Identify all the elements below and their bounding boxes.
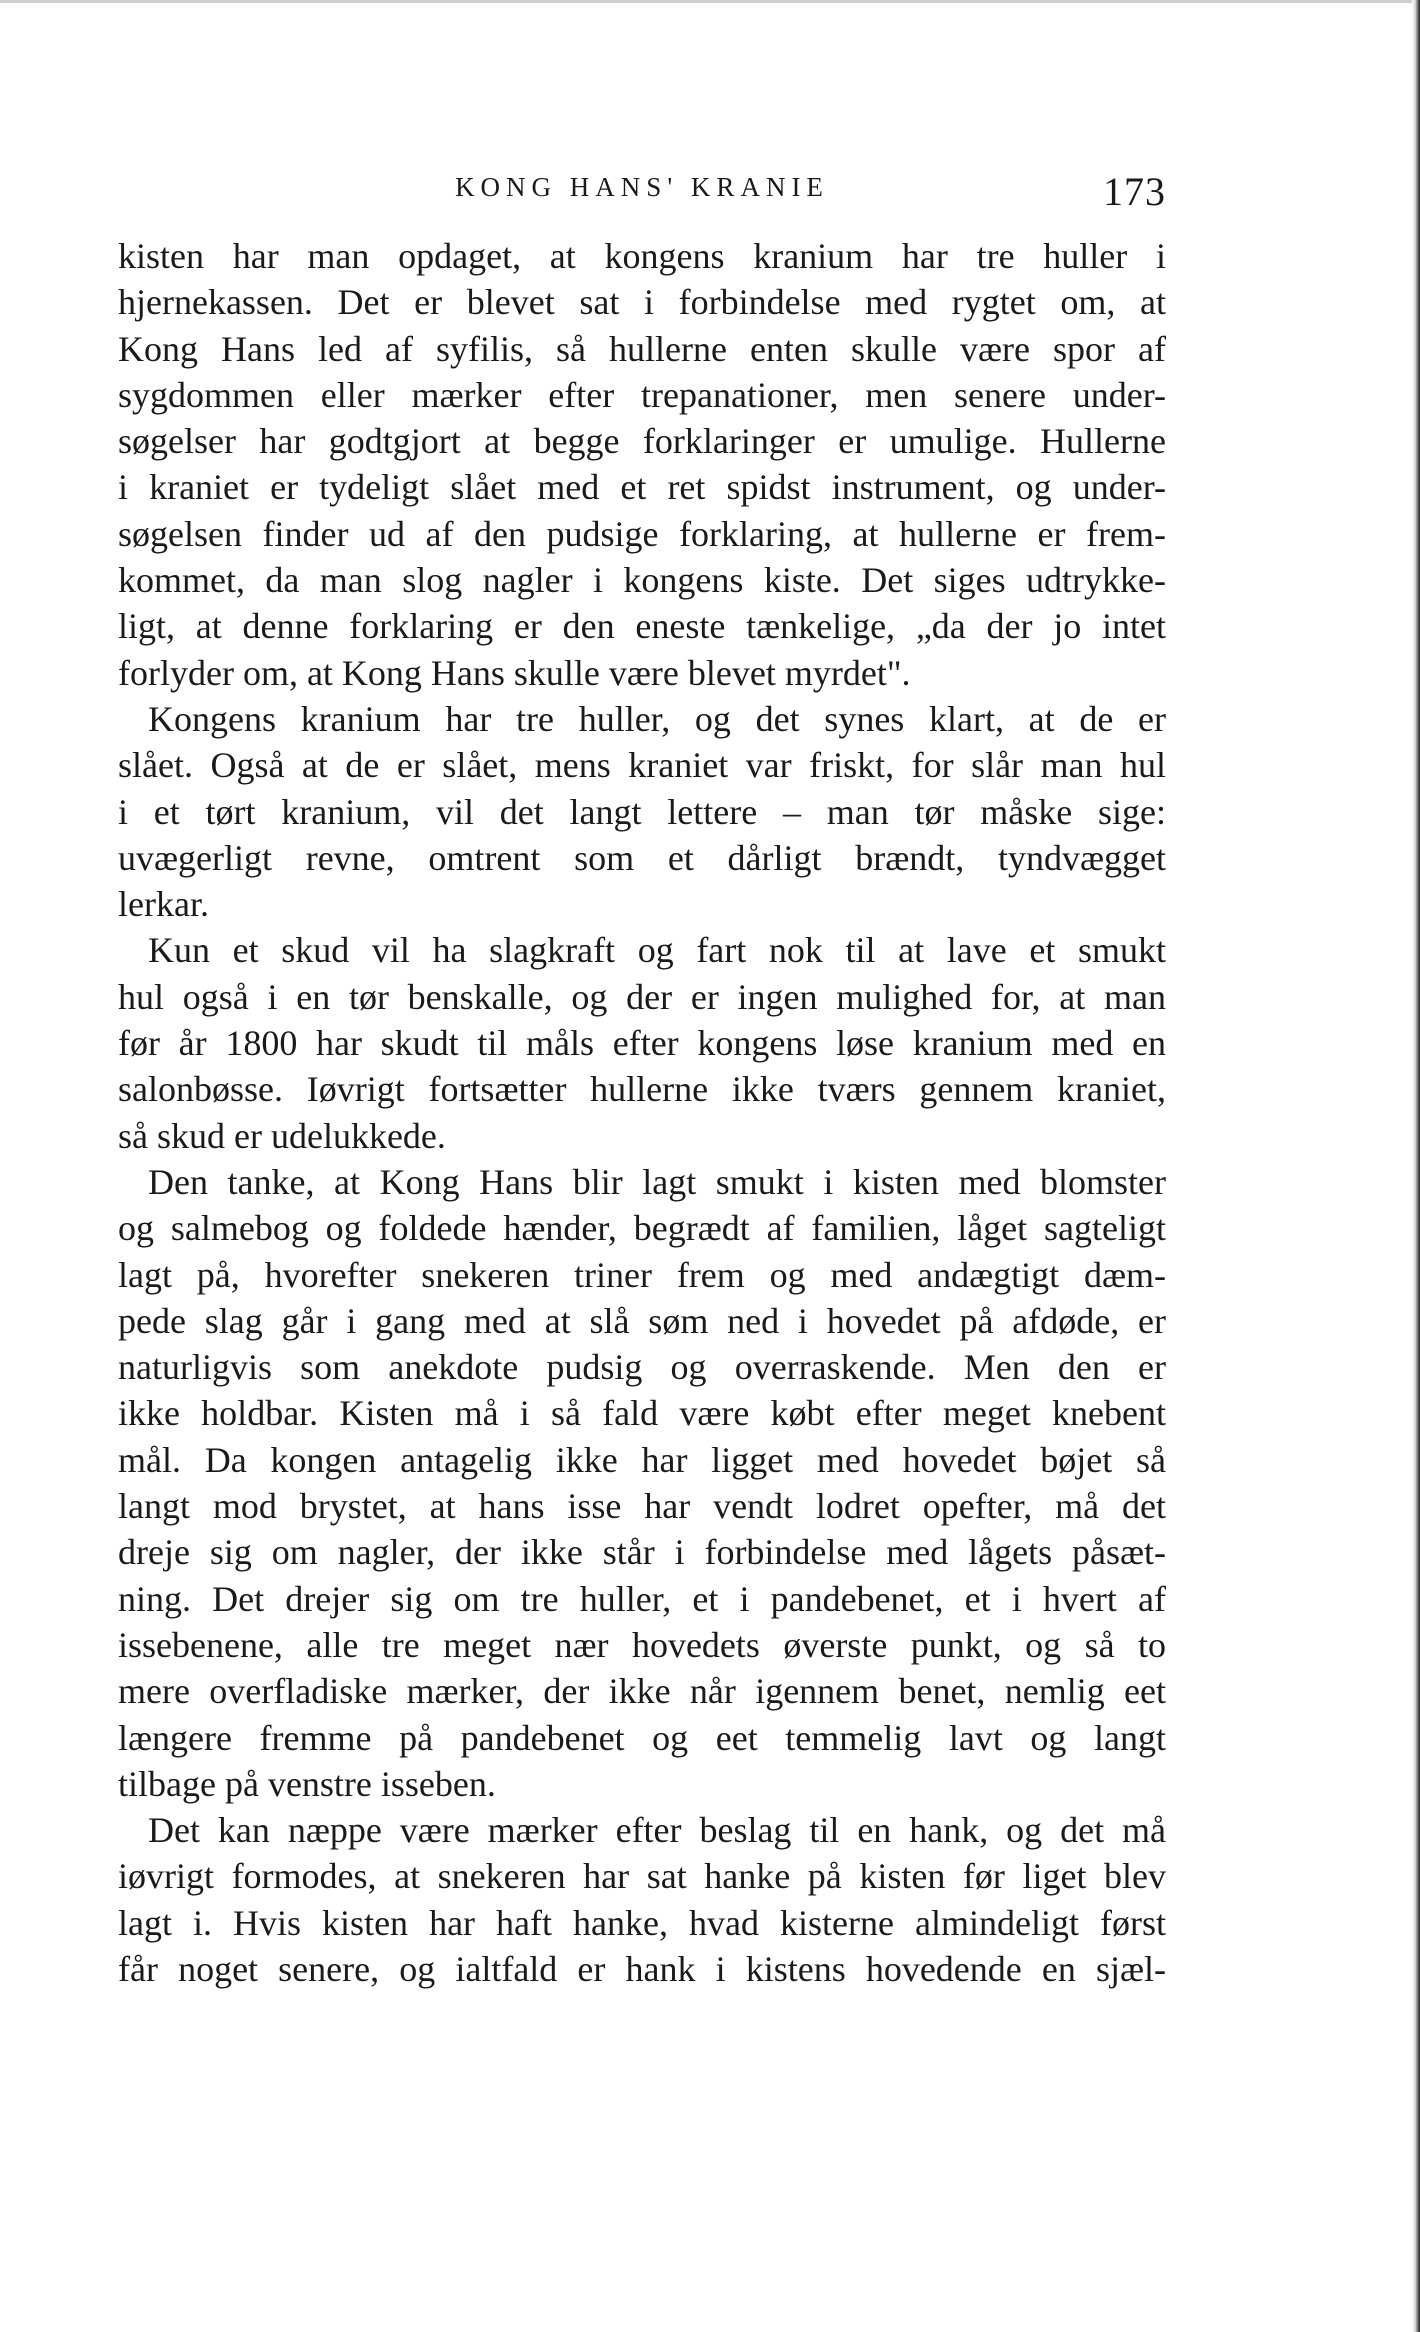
text-line: slået. Også at de er slået, mens kraniet var friskt, for slår man hul	[118, 745, 1166, 786]
text-line: før år 1800 har skudt til måls efter kongens løse kranium med en	[118, 1023, 1166, 1064]
text-line: Kongens kranium har tre huller, og det synes klart, at de er	[148, 698, 1166, 739]
text-line: længere fremme på pandebenet og eet temmelig lavt og langt	[118, 1717, 1166, 1758]
text-line: tilbage på venstre isseben.	[118, 1763, 496, 1804]
text-line: issebenene, alle tre meget nær hovedets øverste punkt, og så to	[118, 1624, 1166, 1665]
text-line: søgelsen finder ud af den pudsige forklaring, at hullerne er frem-	[118, 513, 1166, 554]
text-line: får noget senere, og ialtfald er hank i kistens hovedende en sjæl-	[118, 1948, 1166, 1989]
page-number: 173	[1103, 169, 1166, 214]
text-line: hjernekassen. Det er blevet sat i forbindelse med rygtet om, at	[118, 282, 1166, 323]
text-line: uvægerligt revne, omtrent som et dårligt brændt, tyndvægget	[118, 837, 1166, 878]
text-line: mål. Da kongen antagelig ikke har ligget med hovedet bøjet så	[118, 1439, 1166, 1480]
text-line: ning. Det drejer sig om tre huller, et i pandebenet, et i hvert af	[118, 1578, 1166, 1619]
text-line: dreje sig om nagler, der ikke står i forbindelse med lågets påsæt-	[118, 1532, 1166, 1573]
text-line: søgelser har godtgjort at begge forklaringer er umulige. Hullerne	[118, 421, 1166, 462]
text-line: lagt i. Hvis kisten har haft hanke, hvad kisterne almindeligt først	[118, 1902, 1166, 1943]
text-line: hul også i en tør benskalle, og der er ingen mulighed for, at man	[118, 976, 1166, 1017]
text-line: naturligvis som anekdote pudsig og overraskende. Men den er	[118, 1347, 1166, 1388]
text-line: og salmebog og foldede hænder, begrædt af familien, låget sagteligt	[118, 1208, 1166, 1249]
running-head	[118, 168, 1166, 218]
running-title: KONG HANS' KRANIE	[455, 172, 829, 202]
page-top-edge	[0, 0, 1420, 3]
text-line: salonbøsse. Iøvrigt fortsætter hullerne ikke tværs gennem kraniet,	[118, 1069, 1166, 1110]
text-line: i et tørt kranium, vil det langt lettere – man tør måske sige:	[118, 791, 1166, 832]
body-text	[118, 233, 1166, 1992]
text-line: Kong Hans led af syfilis, så hullerne enten skulle være spor af	[118, 328, 1166, 369]
text-line: i kraniet er tydeligt slået med et ret spidst instrument, og under-	[118, 467, 1166, 508]
text-line: så skud er udelukkede.	[118, 1115, 446, 1156]
text-line: lerkar.	[118, 884, 209, 925]
text-line: ligt, at denne forklaring er den eneste tænkelige, „da der jo intet	[118, 606, 1166, 647]
text-line: Den tanke, at Kong Hans blir lagt smukt i kisten med blomster	[148, 1161, 1166, 1202]
text-line: mere overfladiske mærker, der ikke når igennem benet, nemlig eet	[118, 1671, 1166, 1712]
text-line: lagt på, hvorefter snekeren triner frem og med andægtigt dæm-	[118, 1254, 1166, 1295]
text-line: pede slag går i gang med at slå søm ned i hovedet på afdøde, er	[118, 1300, 1166, 1341]
text-line: kisten har man opdaget, at kongens kranium har tre huller i	[118, 236, 1166, 276]
text-line: Det kan næppe være mærker efter beslag til en hank, og det må	[148, 1810, 1166, 1851]
text-line: kommet, da man slog nagler i kongens kiste. Det siges udtrykke-	[118, 560, 1166, 601]
text-line: sygdommen eller mærker efter trepanationer, men senere under-	[118, 374, 1166, 415]
text-line: ikke holdbar. Kisten må i så fald være købt efter meget knebent	[118, 1393, 1166, 1434]
text-line: Kun et skud vil ha slagkraft og fart nok til at lave et smukt	[148, 930, 1166, 971]
text-line: iøvrigt formodes, at snekeren har sat hanke på kisten før liget blev	[118, 1856, 1166, 1897]
page-binding-edge	[1412, 0, 1420, 2332]
text-line: forlyder om, at Kong Hans skulle være blevet myrdet".	[118, 652, 911, 693]
text-line: langt mod brystet, at hans isse har vendt lodret opefter, må det	[118, 1486, 1166, 1527]
